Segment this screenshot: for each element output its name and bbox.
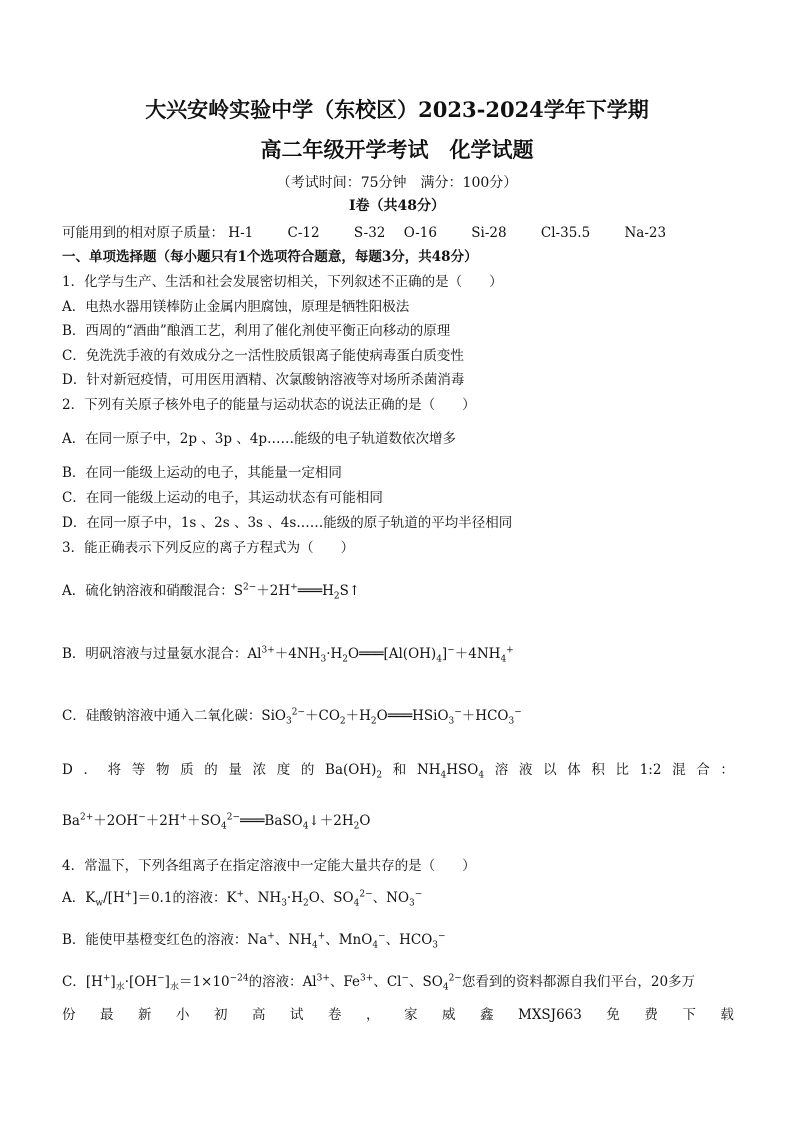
footer-word: 份	[62, 1007, 76, 1023]
q3-d-formula-baoh2: $Ba(OH)_2$	[325, 762, 383, 781]
mass-item: Na-23	[624, 225, 667, 241]
q3-d-word: 积	[591, 762, 605, 778]
mass-item: C-12	[287, 225, 320, 241]
q4-option-b	[62, 931, 734, 949]
q3-option-b-label: B．明矾溶液与过量氨水混合：	[62, 646, 248, 662]
exam-info: （考试时间：75分钟 满分：100分）	[276, 175, 518, 191]
q3-d-word: ．	[83, 762, 97, 778]
q3-option-d-equation: $Ba^{2+}+2OH^-+2H^++SO_4^{2-}═══BaSO_4↓+2H_2O$	[62, 812, 371, 832]
q3-d-word: 体	[567, 762, 581, 778]
footer-word: MXSJ663	[518, 1007, 582, 1023]
footer-word: 卷	[328, 1007, 342, 1023]
q4-option-b-label: B．能使甲基橙变红色的溶液：	[62, 932, 248, 948]
q1-option-b: B．西周的“酒曲”酿酒工艺，利用了催化剂使平衡正向移动的原理	[62, 323, 451, 339]
q4-option-a-condition: A．$K_w/[H^+]=0.1$	[62, 889, 173, 909]
exam-title-line2: 高二年级开学考试 化学试题	[260, 137, 534, 162]
q3-option-b	[62, 645, 734, 663]
footer-word: 鑫	[480, 1007, 494, 1023]
atomic-masses	[62, 224, 734, 242]
q2-option-b: B．在同一能级上运动的电子，其能量一定相同	[62, 465, 342, 481]
exam-title-line1: 大兴安岭实验中学（东校区）2023-2024学年下学期	[145, 97, 649, 122]
q4-option-c-tail: 的溶液：	[248, 974, 303, 990]
footer-word: 下	[682, 1007, 696, 1023]
q3-d-word: 以	[543, 762, 557, 778]
q4-option-c-note: 您看到的资料都源自我们平台，20多万	[461, 974, 696, 990]
q3-d-word: 将	[107, 762, 122, 778]
q3-d-word: 的	[204, 762, 218, 778]
q3-option-d-line1	[62, 761, 734, 779]
q3-stem: 3．能正确表示下列反应的离子方程式为（ ）	[62, 540, 355, 556]
q4-option-a	[62, 889, 734, 907]
q4-option-a-tail: 的溶液：	[172, 890, 227, 906]
q3-option-a	[62, 582, 734, 600]
q1-option-c: C．免洗洗手液的有效成分之一活性胶质银离子能使病毒蛋白质变性	[62, 348, 464, 364]
q3-d-word: 混	[672, 762, 686, 778]
q3-d-word: 度	[276, 762, 291, 778]
footer-word: 试	[290, 1007, 304, 1023]
q1-option-d: D．针对新冠疫情，可用医用酒精、次氯酸钠溶液等对场所杀菌消毒	[62, 372, 465, 388]
footer-word: 免	[606, 1007, 620, 1023]
footer-word: 载	[720, 1007, 734, 1023]
q4-option-a-ions: K+、$NH_3\cdot H_2O$、$SO_4^{2-}$、$NO_3^-$	[226, 889, 423, 909]
q3-d-word: ：	[720, 762, 734, 778]
q3-option-c-label: C．硅酸钠溶液中通入二氧化碳：	[62, 708, 262, 724]
q3-d-formula-nh4hso4: $NH_4HSO_4$	[416, 762, 485, 781]
q3-d-word: 浓	[252, 762, 267, 778]
q4-stem: 4．常温下，下列各组离子在指定溶液中一定能大量共存的是（ ）	[62, 858, 476, 874]
atomic-masses-list	[224, 225, 696, 241]
footer-word: 家	[404, 1007, 418, 1023]
q2-option-c: C．在同一能级上运动的电子，其运动状态有可能相同	[62, 490, 383, 506]
q3-option-a-equation: $S^{2-}+2H^+═══H_2S↑$	[233, 582, 361, 602]
q3-d-word: 量	[228, 762, 242, 778]
q4-option-c	[62, 973, 734, 991]
q3-d-word: 的	[300, 762, 315, 778]
q3-d-word: 质	[180, 762, 194, 778]
q4-option-b-ions: Na+、$NH_4^+$、MnO$_4$−、$HCO_3^-$	[247, 931, 446, 951]
q3-option-a-label: A．硫化钠溶液和硝酸混合：	[62, 583, 234, 599]
q3-d-word: 合	[696, 762, 710, 778]
footer-word: 小	[176, 1007, 190, 1023]
q3-option-b-equation: $Al^{3+}+4NH_3\cdot H_2O═══[Al(OH)_4]^-+4NH_4^+$	[247, 645, 514, 665]
footer-word: 最	[100, 1007, 114, 1023]
footer-word: 费	[644, 1007, 658, 1023]
q3-d-ratio: 1:2	[639, 762, 662, 778]
q3-d-word: 比	[615, 762, 630, 778]
section-heading: 一、单项选择题（每小题只有1个选项符合题意，每题3分，共48分）	[62, 249, 478, 265]
footer-word: 高	[252, 1007, 266, 1023]
q2-stem: 2．下列有关原子核外电子的能量与运动状态的说法正确的是（ ）	[62, 397, 476, 413]
q3-d-word: 物	[155, 762, 170, 778]
q3-d-word: 等	[131, 762, 146, 778]
q1-stem: 1．化学与生产、生活和社会发展密切相关，下列叙述不正确的是（ ）	[62, 274, 503, 290]
footer-word: 威	[442, 1007, 456, 1023]
mass-item: S-32	[353, 225, 386, 241]
q1-option-a: A．电热水器用镁棒防止金属内胆腐蚀，原理是牺牲阳极法	[62, 299, 410, 315]
q4-option-c-condition: C．$[H^+]_水\cdot[OH^-]_水=1\times 10^{-24}$	[62, 973, 249, 993]
q3-option-c-equation: $SiO_3^{2-}+CO_2+H_2O═══HSiO_3^-+HCO_3^-$	[261, 707, 522, 727]
q3-d-word: 和	[392, 762, 407, 778]
q3-d-word: D	[62, 762, 73, 778]
q3-d-word: 液	[518, 762, 533, 778]
footer-word: ，	[366, 1007, 380, 1023]
q4-footer-line	[62, 1006, 734, 1024]
q3-option-c	[62, 707, 734, 725]
mass-item: O-16	[403, 225, 437, 241]
q2-option-d: D．在同一原子中，1s 、2s 、3s 、4s……能级的原子轨道的平均半径相同	[62, 515, 513, 531]
mass-item: Cl-35.5	[540, 225, 591, 241]
mass-item: H-1	[228, 225, 254, 241]
footer-word: 新	[138, 1007, 152, 1023]
atomic-masses-label: 可能用到的相对原子质量：	[62, 225, 224, 241]
footer-word: 初	[214, 1007, 228, 1023]
mass-item: Si-28	[471, 225, 507, 241]
volume-heading: I卷（共48分）	[348, 198, 446, 214]
q3-d-word: 溶	[494, 762, 509, 778]
q2-option-a: A．在同一原子中，2p 、3p 、4p……能级的电子轨道数依次增多	[62, 431, 457, 447]
q4-option-c-ions: $Al^{3+}$、$Fe^{3+}$、Cl−、$SO_4^{2-}$	[302, 973, 462, 993]
